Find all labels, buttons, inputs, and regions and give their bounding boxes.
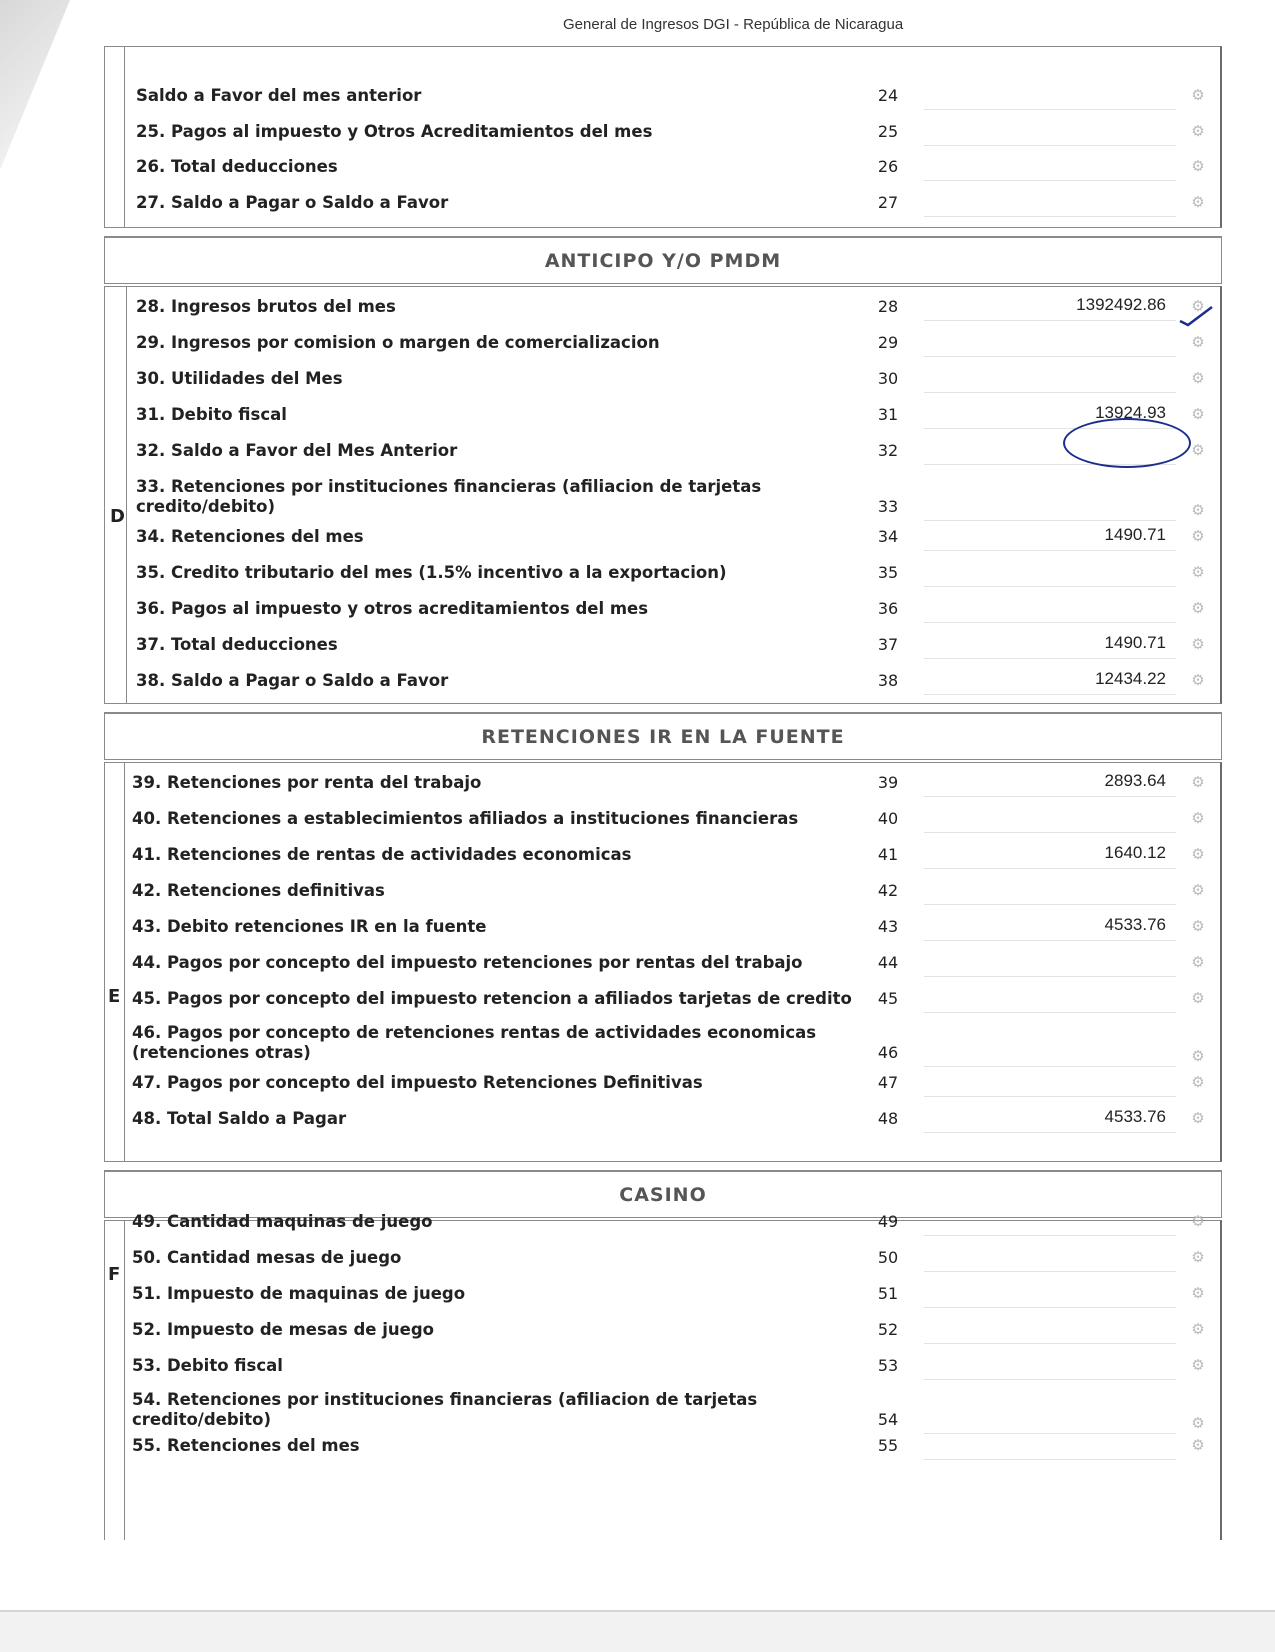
row-value-field[interactable] <box>924 1314 1176 1344</box>
row-code: 44 <box>877 953 899 972</box>
row-label: 46. Pagos por concepto de retenciones rentas de actividades economicas (retenciones otras) <box>132 1023 817 1062</box>
row-code: 55 <box>877 1436 899 1455</box>
calculator-icon[interactable]: ⚙ <box>1191 953 1205 971</box>
row-value-field[interactable] <box>924 803 1176 833</box>
row-label: 37. Total deducciones <box>136 635 338 654</box>
row-value-field[interactable] <box>924 911 1176 941</box>
row-code: 50 <box>877 1248 899 1267</box>
calculator-icon[interactable]: ⚙ <box>1191 501 1205 519</box>
section-d-left-rule <box>126 286 127 704</box>
row-code: 42 <box>877 881 899 900</box>
section-e-title: RETENCIONES IR EN LA FUENTE <box>104 712 1222 760</box>
row-value: 1490.71 <box>1104 525 1166 544</box>
row-value-field[interactable] <box>924 151 1176 181</box>
row-label: 42. Retenciones definitivas <box>132 881 385 900</box>
row-value-field[interactable] <box>924 629 1176 659</box>
calculator-icon[interactable]: ⚙ <box>1191 917 1205 935</box>
row-code: 30 <box>877 369 899 388</box>
handwritten-circle-mark <box>1063 418 1191 468</box>
row-value-field[interactable] <box>924 363 1176 393</box>
row-code: 39 <box>877 773 899 792</box>
row-code: 43 <box>877 917 899 936</box>
row-value: 4533.76 <box>1104 915 1166 934</box>
row-code: 45 <box>877 989 899 1008</box>
row-value-field[interactable] <box>924 1206 1176 1236</box>
row-code: 49 <box>877 1212 899 1231</box>
row-code: 28 <box>877 297 899 316</box>
row-label: 51. Impuesto de maquinas de juego <box>132 1284 466 1303</box>
row-code: 52 <box>877 1320 899 1339</box>
row-code: 26 <box>877 157 899 176</box>
row-label: 45. Pagos por concepto del impuesto retencion a afiliados tarjetas de credito <box>132 989 852 1008</box>
row-code: 36 <box>877 599 899 618</box>
row-value-field[interactable] <box>924 1278 1176 1308</box>
row-code: 37 <box>877 635 899 654</box>
row-value-field[interactable] <box>924 327 1176 357</box>
calculator-icon[interactable]: ⚙ <box>1191 1356 1205 1374</box>
calculator-icon[interactable]: ⚙ <box>1191 86 1205 104</box>
row-code: 34 <box>877 527 899 546</box>
row-label: 52. Impuesto de mesas de juego <box>132 1320 434 1339</box>
row-label: 55. Retenciones del mes <box>132 1436 360 1455</box>
calculator-icon[interactable]: ⚙ <box>1191 122 1205 140</box>
row-value-field[interactable] <box>924 557 1176 587</box>
row-value-field[interactable] <box>924 665 1176 695</box>
row-label: 44. Pagos por concepto del impuesto retenciones por rentas del trabajo <box>132 953 803 972</box>
row-label: 54. Retenciones por instituciones financieras (afiliacion de tarjetas credito/debito) <box>132 1390 758 1429</box>
row-value-field[interactable] <box>924 767 1176 797</box>
row-label: 31. Debito fiscal <box>136 405 287 424</box>
row-code: 35 <box>877 563 899 582</box>
scan-bottom-edge <box>0 1610 1275 1652</box>
calculator-icon[interactable]: ⚙ <box>1191 1436 1205 1454</box>
row-label: 26. Total deducciones <box>136 157 338 176</box>
handwritten-check-mark <box>1178 305 1214 327</box>
row-value-field[interactable] <box>924 1350 1176 1380</box>
folded-page-corner <box>0 0 70 170</box>
row-label: 30. Utilidades del Mes <box>136 369 343 388</box>
row-label: 34. Retenciones del mes <box>136 527 364 546</box>
row-label: Saldo a Favor del mes anterior <box>136 86 422 105</box>
calculator-icon[interactable]: ⚙ <box>1191 1284 1205 1302</box>
calculator-icon[interactable]: ⚙ <box>1191 405 1205 423</box>
calculator-icon[interactable]: ⚙ <box>1191 369 1205 387</box>
section-top-left-rule <box>124 46 125 228</box>
row-value: 13924.93 <box>1095 403 1166 422</box>
row-label: 35. Credito tributario del mes (1.5% incentivo a la exportacion) <box>136 563 727 582</box>
row-label: 43. Debito retenciones IR en la fuente <box>132 917 487 936</box>
row-value-field[interactable] <box>924 116 1176 146</box>
section-e-left-rule <box>124 762 125 1162</box>
row-label: 32. Saldo a Favor del Mes Anterior <box>136 441 458 460</box>
row-value-field[interactable] <box>924 839 1176 869</box>
calculator-icon[interactable]: ⚙ <box>1191 635 1205 653</box>
row-label: 28. Ingresos brutos del mes <box>136 297 396 316</box>
row-code: 29 <box>877 333 899 352</box>
calculator-icon[interactable]: ⚙ <box>1191 989 1205 1007</box>
row-label: 25. Pagos al impuesto y Otros Acreditamientos del mes <box>136 122 653 141</box>
calculator-icon[interactable]: ⚙ <box>1191 809 1205 827</box>
row-value-field[interactable] <box>924 875 1176 905</box>
row-label: 38. Saldo a Pagar o Saldo a Favor <box>136 671 449 690</box>
row-value-field[interactable] <box>924 291 1176 321</box>
row-code: 27 <box>877 193 899 212</box>
calculator-icon[interactable]: ⚙ <box>1191 773 1205 791</box>
row-label: 29. Ingresos por comision o margen de comercializacion <box>136 333 660 352</box>
row-code: 53 <box>877 1356 899 1375</box>
row-value: 1392492.86 <box>1076 295 1166 314</box>
row-value-field[interactable] <box>924 491 1176 521</box>
row-code: 51 <box>877 1284 899 1303</box>
calculator-icon[interactable]: ⚙ <box>1191 1320 1205 1338</box>
row-label: 49. Cantidad maquinas de juego <box>132 1212 433 1231</box>
row-code: 41 <box>877 845 899 864</box>
row-value: 4533.76 <box>1104 1107 1166 1126</box>
calculator-icon[interactable]: ⚙ <box>1191 599 1205 617</box>
row-code: 24 <box>877 86 899 105</box>
row-code: 47 <box>877 1073 899 1092</box>
row-value-field[interactable] <box>924 80 1176 110</box>
row-label: 40. Retenciones a establecimientos afiliados a instituciones financieras <box>132 809 799 828</box>
row-code: 33 <box>877 497 899 516</box>
calculator-icon[interactable]: ⚙ <box>1191 1248 1205 1266</box>
row-label: 27. Saldo a Pagar o Saldo a Favor <box>136 193 449 212</box>
calculator-icon[interactable]: ⚙ <box>1191 527 1205 545</box>
row-value-field[interactable] <box>924 1430 1176 1460</box>
section-f-title: CASINO <box>104 1170 1222 1218</box>
calculator-icon[interactable]: ⚙ <box>1191 1414 1205 1432</box>
page-header-title: General de Ingresos DGI - República de Nicaragua <box>563 16 904 33</box>
row-label: 39. Retenciones por renta del trabajo <box>132 773 482 792</box>
row-label: 36. Pagos al impuesto y otros acreditamientos del mes <box>136 599 649 618</box>
row-value-field[interactable] <box>924 983 1176 1013</box>
section-d-letter: D <box>110 506 125 527</box>
row-value-field[interactable] <box>924 1037 1176 1067</box>
section-e-letter: E <box>108 986 121 1007</box>
row-value-field[interactable] <box>924 521 1176 551</box>
row-code: 54 <box>877 1410 899 1429</box>
calculator-icon[interactable]: ⚙ <box>1191 193 1205 211</box>
calculator-icon[interactable]: ⚙ <box>1191 845 1205 863</box>
row-code: 38 <box>877 671 899 690</box>
row-value-field[interactable] <box>924 1103 1176 1133</box>
row-code: 25 <box>877 122 899 141</box>
row-code: 48 <box>877 1109 899 1128</box>
calculator-icon[interactable]: ⚙ <box>1191 1073 1205 1091</box>
calculator-icon[interactable]: ⚙ <box>1191 441 1205 459</box>
calculator-icon[interactable]: ⚙ <box>1191 1047 1205 1065</box>
row-label: 48. Total Saldo a Pagar <box>132 1109 347 1128</box>
row-label: 33. Retenciones por instituciones financieras (afiliacion de tarjetas credito/debito) <box>136 477 762 516</box>
row-label: 41. Retenciones de rentas de actividades economicas <box>132 845 632 864</box>
calculator-icon[interactable]: ⚙ <box>1191 333 1205 351</box>
calculator-icon[interactable]: ⚙ <box>1191 1212 1205 1230</box>
row-code: 31 <box>877 405 899 424</box>
row-value: 1640.12 <box>1104 843 1166 862</box>
calculator-icon[interactable]: ⚙ <box>1191 1109 1205 1127</box>
row-code: 32 <box>877 441 899 460</box>
row-value-field[interactable] <box>924 1067 1176 1097</box>
calculator-icon[interactable]: ⚙ <box>1191 297 1205 315</box>
row-code: 40 <box>877 809 899 828</box>
calculator-icon[interactable]: ⚙ <box>1191 563 1205 581</box>
row-value: 1490.71 <box>1104 633 1166 652</box>
calculator-icon[interactable]: ⚙ <box>1191 671 1205 689</box>
section-f-letter: F <box>108 1264 121 1285</box>
row-value-field[interactable] <box>924 187 1176 217</box>
section-d-title: ANTICIPO Y/O PMDM <box>104 236 1222 284</box>
row-value: 12434.22 <box>1095 669 1166 688</box>
row-label: 47. Pagos por concepto del impuesto Retenciones Definitivas <box>132 1073 703 1092</box>
row-code: 46 <box>877 1043 899 1062</box>
row-value-field[interactable] <box>924 947 1176 977</box>
calculator-icon[interactable]: ⚙ <box>1191 157 1205 175</box>
calculator-icon[interactable]: ⚙ <box>1191 881 1205 899</box>
row-value-field[interactable] <box>924 1242 1176 1272</box>
row-value-field[interactable] <box>924 593 1176 623</box>
section-f-left-rule <box>124 1220 125 1540</box>
row-label: 50. Cantidad mesas de juego <box>132 1248 402 1267</box>
row-value: 2893.64 <box>1104 771 1166 790</box>
row-label: 53. Debito fiscal <box>132 1356 283 1375</box>
